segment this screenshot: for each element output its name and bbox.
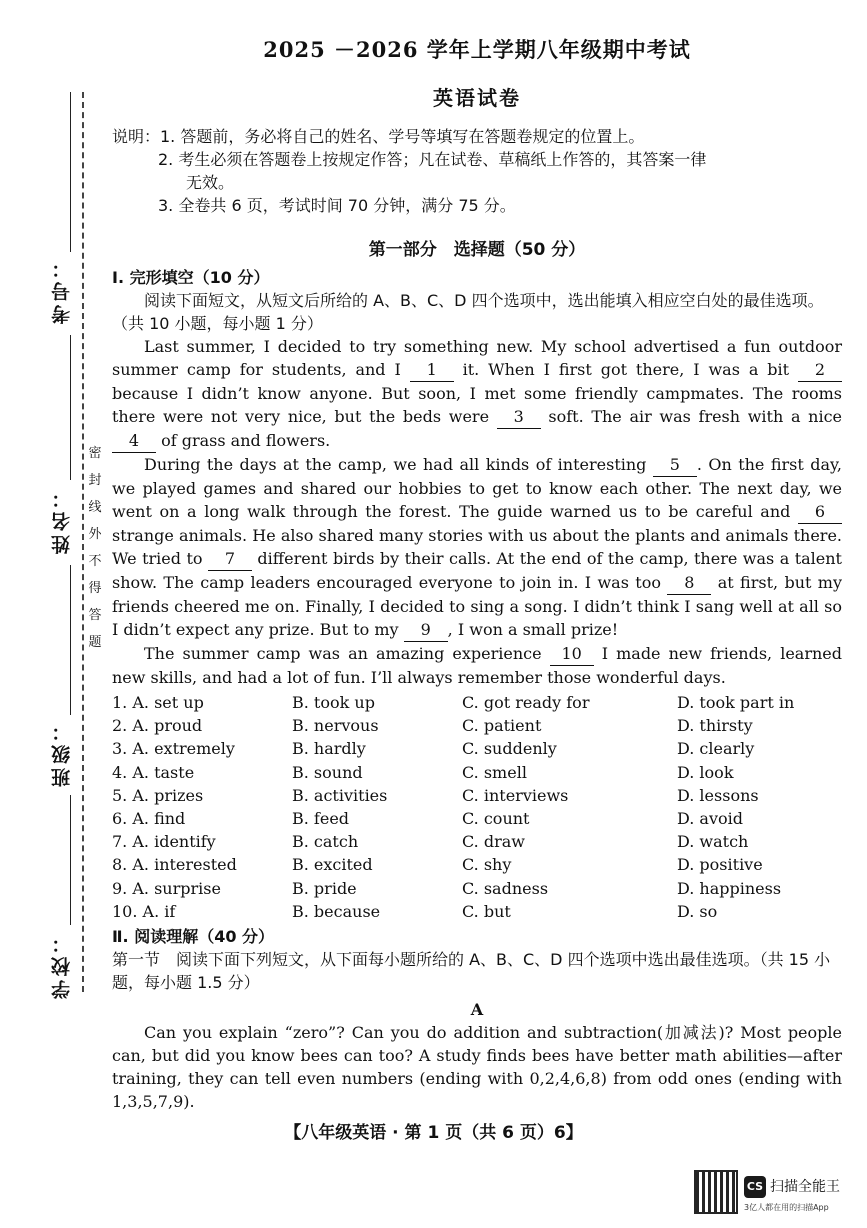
blank-4: 4 (112, 429, 156, 453)
school-label: 学校： (51, 930, 73, 999)
option-row (112, 714, 842, 737)
blank-5: 5 (653, 453, 697, 477)
option-a: 9. A. surprise (112, 878, 221, 898)
option-b: B. activities (292, 785, 388, 805)
option-a: 2. A. proud (112, 716, 203, 736)
exam-number-label: 考号： (51, 255, 73, 324)
blank-9: 9 (404, 618, 448, 642)
cloze-options-table (112, 691, 842, 923)
option-c: C. patient (462, 716, 542, 736)
blank-3: 3 (497, 405, 541, 429)
note-2-cont: 无效。 (186, 173, 235, 192)
cloze-paragraph-2 (112, 453, 842, 642)
passage-text: at first, but my friends cheered me on. Finally, I decided to sing a song. I didn’t think I sang well at all so I didn’t expect any prize. But to my (112, 573, 843, 639)
blank-10: 10 (550, 642, 594, 666)
blank-6: 6 (798, 500, 842, 524)
option-c: C. interviews (462, 785, 569, 805)
option-c: C. but (462, 901, 511, 921)
passage-text: The summer camp was an amazing experience (144, 644, 550, 663)
reading-subsection-instructions: 第一节 阅读下面下列短文，从下面每小题所给的 A、B、C、D 四个选项中选出最佳选项。（共 15 小题，每小题 1.5 分） (112, 949, 831, 992)
passage-text: . On the first day, we played games and shared our hobbies to get to know each other. The next day, we went on a long walk through the forest. The guide warned us to be careful and (112, 455, 842, 521)
option-b: B. sound (292, 762, 363, 782)
option-d: D. look (677, 762, 734, 782)
passage-text: , I won a small prize! (447, 620, 619, 639)
note-1: 说明：1. 答题前，务必将自己的姓名、学号等填写在答题卷规定的位置上。 (112, 127, 645, 146)
camscanner-logo: CS (744, 1176, 766, 1198)
passage-a-title: A (470, 999, 484, 1019)
option-b: B. nervous (292, 716, 379, 736)
option-c: C. suddenly (462, 739, 557, 759)
option-a: 4. A. taste (112, 762, 195, 782)
blank-2: 2 (798, 358, 842, 382)
seal-char: 线 (88, 500, 102, 515)
seal-char: 得 (88, 581, 102, 596)
part-one-heading: 第一部分 选择题（50 分） (368, 240, 586, 260)
option-row (112, 784, 842, 807)
option-d: D. took part in (677, 693, 795, 713)
seal-line (82, 92, 84, 992)
option-row (112, 761, 842, 784)
passage-a-text: Can you explain “zero”? Can you do addition and subtraction(加减法)? Most people can, but did you know bees can too? A study finds bees have better math abilities—after training, they can tell even numbers (ending with 0,2,4,6,8) from odd ones (ending with 1,3,5,7,9). (112, 1022, 842, 1111)
class-label: 班级： (51, 718, 73, 787)
option-b: B. catch (292, 832, 359, 852)
option-b: B. excited (292, 855, 373, 875)
option-d: D. so (677, 901, 718, 921)
exam-title: 2025 －2026 学年上学期八年级期中考试 (263, 37, 691, 62)
passage-text: of grass and flowers. (156, 431, 331, 450)
cloze-paragraph-1 (112, 335, 842, 453)
option-row (112, 900, 842, 923)
exam-number-field (70, 92, 71, 252)
blank-7: 7 (208, 547, 252, 571)
option-row (112, 830, 842, 853)
option-a: 8. A. interested (112, 855, 237, 875)
passage-text: different birds by their calls. At the end of the camp, there was a talent show. The camp leaders encouraged everyone to join in. I was too (112, 549, 842, 592)
option-d: D. positive (677, 855, 763, 875)
option-b: B. feed (292, 809, 350, 829)
passage-text: I made new friends, learned new skills, and had a lot of fun. I’ll always remember those wonderful days. (112, 644, 842, 687)
option-row (112, 807, 842, 830)
page-footer: 【八年级英语 · 第 1 页（共 6 页）6】 (284, 1123, 583, 1143)
note-3: 3. 全卷共 6 页，考试时间 70 分钟，满分 75 分。 (158, 196, 516, 215)
option-d: D. lessons (677, 785, 759, 805)
option-row (112, 691, 842, 714)
option-a: 6. A. find (112, 809, 186, 829)
passage-text: Last summer, I decided to try something new. My school advertised a fun outdoor summer camp for students, and I (112, 337, 842, 379)
exam-subtitle: 英语试卷 (433, 86, 521, 110)
blank-8: 8 (667, 571, 711, 595)
cloze-paragraph-3 (112, 642, 842, 689)
camscanner-name: 扫描全能王 (770, 1179, 840, 1195)
passage-text: it. When I first got there, I was a bit (453, 360, 799, 379)
seal-char: 封 (88, 473, 102, 488)
option-c: C. got ready for (462, 693, 590, 713)
instructions-block (112, 125, 842, 217)
option-a: 7. A. identify (112, 832, 216, 852)
option-b: B. took up (292, 693, 375, 713)
cloze-instructions: 阅读下面短文，从短文后所给的 A、B、C、D 四个选项中，选出能填入相应空白处的最佳选项。（共 10 小题，每小题 1 分） (112, 291, 824, 333)
option-d: D. thirsty (677, 716, 753, 736)
seal-char: 答 (88, 608, 102, 623)
school-field (70, 795, 71, 925)
exam-page (112, 30, 842, 1113)
option-row (112, 877, 842, 900)
seal-char: 不 (88, 554, 102, 569)
blank-1: 1 (410, 358, 454, 382)
option-a: 1. A. set up (112, 693, 204, 713)
option-d: D. watch (677, 832, 749, 852)
reading-section-heading: Ⅱ. 阅读理解（40 分） (112, 926, 275, 946)
option-b: B. pride (292, 878, 357, 898)
option-c: C. draw (462, 832, 525, 852)
note-2: 2. 考生必须在答题卷上按规定作答；凡在试卷、草稿纸上作答的，其答案一律 (158, 150, 707, 169)
option-d: D. happiness (677, 878, 782, 898)
option-c: C. sadness (462, 878, 549, 898)
option-a: 10. A. if (112, 901, 176, 921)
passage-text: During the days at the camp, we had all kinds of interesting (144, 455, 653, 474)
name-field (70, 335, 71, 480)
seal-char: 密 (88, 446, 102, 461)
option-a: 3. A. extremely (112, 739, 235, 759)
option-a: 5. A. prizes (112, 785, 204, 805)
option-b: B. because (292, 901, 381, 921)
cloze-section-heading: Ⅰ. 完形填空（10 分） (112, 268, 270, 287)
option-d: D. clearly (677, 739, 755, 759)
seal-warning (86, 440, 104, 656)
option-b: B. hardly (292, 739, 366, 759)
option-row (112, 853, 842, 876)
option-c: C. shy (462, 855, 512, 875)
option-row (112, 737, 842, 760)
option-c: C. count (462, 809, 530, 829)
passage-text: strange animals. He also shared many stories with us about the plants and animals there. We tried to (112, 526, 842, 568)
option-c: C. smell (462, 762, 527, 782)
qr-code-icon (694, 1170, 738, 1214)
passage-text: soft. The air was fresh with a nice (540, 407, 843, 426)
camscanner-tagline: 3亿人都在用的扫描App (744, 1203, 829, 1212)
class-field (70, 565, 71, 715)
seal-char: 题 (88, 635, 102, 650)
option-d: D. avoid (677, 809, 743, 829)
name-label: 姓名： (51, 485, 73, 554)
seal-char: 外 (88, 527, 102, 542)
passage-text: because I didn’t know anyone. But soon, I met some friendly campmates. The rooms there were not very nice, but the beds were (112, 384, 842, 426)
